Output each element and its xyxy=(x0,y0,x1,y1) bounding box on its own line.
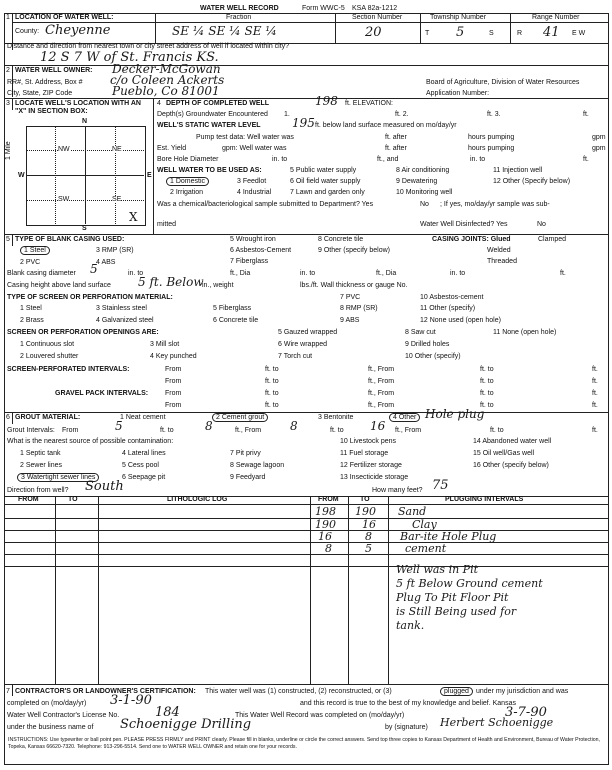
gravel-intervals-label: GRAVEL PACK INTERVALS: xyxy=(55,390,149,397)
log-from-header: FROM xyxy=(18,496,39,503)
gw-1: 1. xyxy=(284,111,290,118)
blank-dia-label: Blank casing diameter xyxy=(7,270,76,277)
plug-row-1-from[interactable]: 198 xyxy=(315,505,336,518)
casing-pvc[interactable]: 2 PVC xyxy=(20,259,41,266)
screen-from-b: From xyxy=(165,378,182,385)
sample-no[interactable]: No xyxy=(420,201,429,208)
section-4-number: 4 xyxy=(157,100,161,107)
screen-ft: ft. xyxy=(592,366,598,373)
grout-to-field[interactable]: 8 xyxy=(205,419,213,433)
casing-rmp[interactable]: 3 RMP (SR) xyxy=(96,247,134,254)
screen-none[interactable]: 12 None used (open hole) xyxy=(420,317,501,324)
quad-ne: NE xyxy=(112,146,122,153)
src-oil[interactable]: 15 Oil well/Gas well xyxy=(473,450,535,457)
src-other[interactable]: 16 Other (specify below) xyxy=(473,462,549,469)
bore-in-to2: in. to xyxy=(470,156,486,163)
yield-hours: hours pumping xyxy=(468,145,515,152)
bore-ft: ft. xyxy=(583,156,589,163)
depth-label: DEPTH OF COMPLETED WELL xyxy=(166,100,270,107)
plug-row-2-desc[interactable]: Clay xyxy=(412,518,437,531)
plugged-option[interactable]: plugged xyxy=(440,687,473,696)
grout-neat[interactable]: 1 Neat cement xyxy=(120,414,166,421)
open-wire[interactable]: 6 Wire wrapped xyxy=(278,341,328,348)
gw-3: ft. 3. xyxy=(487,111,501,118)
use-5[interactable]: 5 Public water supply xyxy=(290,167,357,174)
business-label: under the business name of xyxy=(7,724,94,731)
joints-clamped[interactable]: Clamped xyxy=(538,236,567,243)
plug-to-header: TO xyxy=(360,496,370,503)
casing-label: TYPE OF BLANK CASING USED: xyxy=(15,236,125,243)
use-2[interactable]: 2 Irrigation xyxy=(170,189,204,196)
screen-to: ft. to xyxy=(265,366,279,373)
src-cess[interactable]: 5 Cess pool xyxy=(122,462,159,469)
plug-note-5: tank. xyxy=(396,619,425,632)
location-label: LOCATION OF WATER WELL: xyxy=(15,14,114,21)
quad-se: SE xyxy=(112,196,122,203)
yield-gpm2: gpm xyxy=(592,145,606,152)
plug-row-4-desc[interactable]: cement xyxy=(405,542,447,555)
joints-welded[interactable]: Welded xyxy=(487,247,511,254)
fraction-field[interactable]: SE ¼ SE ¼ SE ¼ xyxy=(172,24,277,38)
src-insecticide[interactable]: 13 Insecticide storage xyxy=(340,474,409,481)
section-7-number: 7 xyxy=(6,688,10,695)
plug-row-1-to[interactable]: 190 xyxy=(355,505,376,518)
joints-threaded[interactable]: Threaded xyxy=(487,258,517,265)
completed-label: completed on (mo/day/yr) xyxy=(7,700,87,707)
plug-row-4-from[interactable]: 8 xyxy=(325,542,332,555)
township-field[interactable]: 5 xyxy=(456,25,465,40)
use-9[interactable]: 9 Dewatering xyxy=(396,178,438,185)
screen-rmp[interactable]: 8 RMP (SR) xyxy=(340,305,378,312)
grout-from2: ft., From xyxy=(235,427,262,434)
range-field[interactable]: 41 xyxy=(543,25,560,40)
section-number-label: Section Number xyxy=(352,14,403,21)
screen-galvanized[interactable]: 4 Galvanized steel xyxy=(96,317,154,324)
gravel-to2-b: ft. to xyxy=(480,402,494,409)
grout-to2: ft. to xyxy=(330,427,344,434)
sample-mitted: mitted xyxy=(157,221,177,228)
completed-field[interactable]: 3-1-90 xyxy=(110,693,152,708)
log-to-header: TO xyxy=(68,496,78,503)
static-level-field[interactable]: 195 xyxy=(292,116,315,130)
use-7[interactable]: 7 Lawn and garden only xyxy=(290,189,365,196)
yield-gpm: gpm: Well water was xyxy=(222,145,287,152)
plug-note-1: Well was in Pit xyxy=(396,563,479,576)
howmany-label: How many feet? xyxy=(372,487,423,494)
grout-other[interactable]: 4 Other xyxy=(389,413,420,422)
use-1-domestic[interactable]: 1 Domestic xyxy=(166,177,209,186)
grout-to2-field[interactable]: 16 xyxy=(370,419,386,433)
county-field[interactable]: Cheyenne xyxy=(45,23,111,38)
record-field[interactable]: 3-7-90 xyxy=(505,705,547,720)
open-gauzed[interactable]: 5 Gauzed wrapped xyxy=(278,329,338,336)
src-fertilizer[interactable]: 12 Fertilizer storage xyxy=(340,462,402,469)
blank-ft-dia2: ft., Dia xyxy=(376,270,397,277)
record-label: This Water Well Record was completed on (mo/day/yr) xyxy=(235,712,405,719)
grout-from3: ft., From xyxy=(395,427,422,434)
src-privy[interactable]: 7 Pit privy xyxy=(230,450,261,457)
screen-steel[interactable]: 1 Steel xyxy=(20,305,42,312)
bore-in-to: in. to xyxy=(272,156,288,163)
plug-note-4: is Still Being used for xyxy=(396,605,517,618)
src-seepage[interactable]: 6 Seepage pit xyxy=(122,474,166,481)
disinfected-no[interactable]: No xyxy=(537,221,546,228)
quad-nw: NW xyxy=(58,146,70,153)
gravel-to2: ft. to xyxy=(480,390,494,397)
open-mill[interactable]: 3 Mill slot xyxy=(150,341,180,348)
section-6-number: 6 xyxy=(6,414,10,421)
section-5-number: 5 xyxy=(6,236,10,243)
screen-other[interactable]: 11 Other (specify) xyxy=(420,305,476,312)
height-in: in., weight xyxy=(202,282,234,289)
use-4[interactable]: 4 Industrial xyxy=(237,189,272,196)
gravel-from2: ft., From xyxy=(368,390,395,397)
open-saw[interactable]: 8 Saw cut xyxy=(405,329,436,336)
open-torch[interactable]: 7 Torch cut xyxy=(278,353,313,360)
county-label: County: xyxy=(15,28,40,35)
section-3-number: 3 xyxy=(6,100,10,107)
grout-intervals-label: Grout Intervals: xyxy=(7,427,55,434)
owner-field[interactable]: Decker-McGowan xyxy=(112,62,221,76)
src-feedyard[interactable]: 9 Feedyard xyxy=(230,474,266,481)
screen-from: From xyxy=(165,366,182,373)
sample-question: Was a chemical/bacteriological sample submitted to Department? Yes xyxy=(157,201,374,208)
blank-in-to2: in. to xyxy=(300,270,316,277)
screen-asbestos[interactable]: 10 Asbestos-cement xyxy=(420,294,484,301)
grout-to3: ft. to xyxy=(490,427,504,434)
src-fuel[interactable]: 11 Fuel storage xyxy=(340,450,389,457)
screen-label: TYPE OF SCREEN OR PERFORATION MATERIAL: xyxy=(7,294,173,301)
address-field[interactable]: c/o Coleen Ackerts xyxy=(110,73,225,87)
blank-ft-dia: ft., Dia xyxy=(230,270,251,277)
open-key[interactable]: 4 Key punched xyxy=(150,353,197,360)
screen-stainless[interactable]: 3 Stainless steel xyxy=(96,305,147,312)
form-title: WATER WELL RECORD xyxy=(200,5,279,12)
elevation-label: ft. ELEVATION: xyxy=(345,100,393,107)
certification-label: CONTRACTOR'S OR LANDOWNER'S CERTIFICATION: xyxy=(15,688,196,695)
grout-to: ft. to xyxy=(160,427,174,434)
screen-brass[interactable]: 2 Brass xyxy=(20,317,44,324)
signature-label: by (signature) xyxy=(385,724,428,731)
instructions-text: INSTRUCTIONS: Use typewriter or ball point pen. PLEASE PRESS FIRMLY and PRINT clearly. Please fill in blanks, underline or circle the correct answers. Send top three copies to Kansas Department of Health and Environment, Bureau of Water Protection, Topeka, Kansas 66620-7320. Telephone: 913-296-5514. Send one to WATER WELL OWNER and retain one for your records. xyxy=(8,737,600,750)
gravel-ft: ft. xyxy=(592,390,598,397)
grout-from-field[interactable]: 5 xyxy=(115,419,123,433)
statute-ref: KSA 82a-1212 xyxy=(352,5,398,12)
disinfected-label: Water Well Disinfected? Yes xyxy=(420,221,508,228)
sample-rest: ; If yes, mo/day/yr sample was sub- xyxy=(440,201,550,208)
screen-fiberglass[interactable]: 5 Fiberglass xyxy=(213,305,252,312)
open-none[interactable]: 11 None (open hole) xyxy=(493,329,557,336)
open-drilled[interactable]: 9 Drilled holes xyxy=(405,341,450,348)
grout-label: GROUT MATERIAL: xyxy=(15,414,81,421)
direction-field[interactable]: South xyxy=(85,479,124,494)
src-lagoon[interactable]: 8 Sewage lagoon xyxy=(230,462,285,469)
quad-sw: SW xyxy=(58,196,70,203)
casing-steel[interactable]: 1 Steel xyxy=(20,246,50,255)
open-other[interactable]: 10 Other (specify) xyxy=(405,353,461,360)
height-field[interactable]: 5 ft. Below xyxy=(138,275,204,289)
owner-label: WATER WELL OWNER: xyxy=(15,67,93,74)
casing-abs[interactable]: 4 ABS xyxy=(96,259,116,266)
howmany-field[interactable]: 75 xyxy=(432,478,449,493)
casing-concrete[interactable]: 8 Concrete tile xyxy=(318,236,364,243)
section-number-field[interactable]: 20 xyxy=(365,25,382,40)
use-12[interactable]: 12 Other (Specify below) xyxy=(493,178,571,185)
grout-from2-field[interactable]: 8 xyxy=(290,419,298,433)
open-louvered[interactable]: 2 Louvered shutter xyxy=(20,353,79,360)
range-r: R xyxy=(517,30,523,37)
height-rest: lbs./ft. Wall thickness or gauge No. xyxy=(300,282,408,289)
contamination-label: What is the nearest source of possible contamination: xyxy=(7,438,174,445)
township-t: T xyxy=(425,30,430,37)
screen-from2: ft., From xyxy=(368,366,395,373)
use-11[interactable]: 11 Injection well xyxy=(493,167,543,174)
casing-fiberglass[interactable]: 7 Fiberglass xyxy=(230,258,269,265)
gravel-to-b: ft. to xyxy=(265,402,279,409)
compass-s: S xyxy=(82,225,87,232)
direction-label: Direction from well? xyxy=(7,487,69,494)
city-field[interactable]: Pueblo, Co 81001 xyxy=(112,84,220,98)
plug-row-3-to[interactable]: 8 xyxy=(365,530,372,543)
locate-label: LOCATE WELL'S LOCATION WITH AN "X" IN SECTION BOX: xyxy=(15,100,141,115)
license-field[interactable]: 184 xyxy=(155,705,180,720)
gravel-ft-b: ft. xyxy=(592,402,598,409)
gravel-to: ft. to xyxy=(265,390,279,397)
bore-and: ft., and xyxy=(377,156,399,163)
yield-label: Est. Yield xyxy=(157,145,187,152)
location-mark: X xyxy=(129,210,138,224)
static-level-label: WELL'S STATIC WATER LEVEL xyxy=(157,122,261,129)
pump-test-label: Pump test data: Well water was xyxy=(196,134,294,141)
src-septic[interactable]: 1 Septic tank xyxy=(20,450,61,457)
board-label: Board of Agriculture, Division of Water Resources xyxy=(426,79,580,86)
license-label: Water Well Contractor's License No. xyxy=(7,712,120,719)
plug-note-3: Plug To Pit Floor Pit xyxy=(396,591,509,604)
yield-after: ft. after xyxy=(385,145,407,152)
township-label: Township Number xyxy=(430,14,487,21)
plug-intervals-header: PLUGGING INTERVALS xyxy=(445,496,524,503)
range-ew: E W xyxy=(572,30,586,37)
use-10[interactable]: 10 Monitoring well xyxy=(396,189,453,196)
range-label: Range Number xyxy=(532,14,580,21)
groundwater-label: Depth(s) Groundwater Encountered xyxy=(157,111,268,118)
casing-wrought[interactable]: 5 Wrought iron xyxy=(230,236,276,243)
joints-label: CASING JOINTS: Glued xyxy=(432,236,511,243)
src-lateral[interactable]: 4 Lateral lines xyxy=(122,450,166,457)
src-sewer[interactable]: 2 Sewer lines xyxy=(20,462,63,469)
log-lithologic-header: LITHOLOGIC LOG xyxy=(167,496,228,503)
grout-other-field[interactable]: Hole plug xyxy=(425,407,485,421)
src-abandoned[interactable]: 14 Abandoned water well xyxy=(473,438,552,445)
form-number: Form WWC-5 xyxy=(302,5,345,12)
grout-bentonite[interactable]: 3 Bentonite xyxy=(318,414,354,421)
plug-row-3-from[interactable]: 16 xyxy=(318,530,332,543)
depth-field[interactable]: 198 xyxy=(315,94,338,108)
completed-rest: and this record is true to the best of my knowledge and belief. Kansas xyxy=(300,700,516,707)
certification-text: This water well was (1) constructed, (2) reconstructed, or (3) xyxy=(205,688,392,695)
open-continuous[interactable]: 1 Continuous slot xyxy=(20,341,75,348)
casing-other[interactable]: 9 Other (specify below) xyxy=(318,247,390,254)
address-label: RR#, St. Address, Box # xyxy=(7,79,83,86)
blank-in-to3: in. to xyxy=(450,270,466,277)
distance-label: Distance and direction from nearest town or city street address of well if located within city? xyxy=(7,43,290,50)
signature-field[interactable]: Herbert Schoenigge xyxy=(440,716,554,729)
plug-from-header: FROM xyxy=(318,496,339,503)
pump-gpm: gpm xyxy=(592,134,606,141)
business-field[interactable]: Schoenigge Drilling xyxy=(120,717,252,732)
use-3[interactable]: 3 Feedlot xyxy=(237,178,267,185)
gw-2: ft. 2. xyxy=(395,111,409,118)
screen-to-b: ft. to xyxy=(265,378,279,385)
plug-row-2-to[interactable]: 16 xyxy=(362,518,376,531)
plug-row-4-to[interactable]: 5 xyxy=(365,542,372,555)
section-2-number: 2 xyxy=(6,67,10,74)
screen-pvc[interactable]: 7 PVC xyxy=(340,294,361,301)
screen-intervals-label: SCREEN-PERFORATED INTERVALS: xyxy=(7,366,130,373)
plug-row-3-desc[interactable]: Bar-ite Hole Plug xyxy=(400,530,497,543)
use-label: WELL WATER TO BE USED AS: xyxy=(157,167,262,174)
plug-row-1-desc[interactable]: Sand xyxy=(398,505,427,518)
compass-w: W xyxy=(18,172,25,179)
pump-hours: hours pumping xyxy=(468,134,515,141)
openings-label: SCREEN OR PERFORATION OPENINGS ARE: xyxy=(7,329,159,336)
gravel-from2-b: ft., From xyxy=(368,402,395,409)
compass-e: E xyxy=(147,172,152,179)
plug-note-2: 5 ft Below Ground cement xyxy=(396,577,543,590)
src-livestock[interactable]: 10 Livestock pens xyxy=(340,438,397,445)
fraction-label: Fraction xyxy=(226,14,252,21)
casing-asbestos[interactable]: 6 Asbestos-Cement xyxy=(230,247,292,254)
mile-label: 1 Mile xyxy=(5,141,12,160)
screen-concrete[interactable]: 6 Concrete tile xyxy=(213,317,259,324)
plug-row-2-from[interactable]: 190 xyxy=(315,518,336,531)
screen-from2-b: ft., From xyxy=(368,378,395,385)
certification-text-2: under my jurisdiction and was xyxy=(476,688,569,695)
blank-in-to: in. to xyxy=(128,270,144,277)
distance-field[interactable]: 12 S 7 W of St. Francis KS. xyxy=(40,50,219,65)
static-level-rest: ft. below land surface measured on mo/day/yr xyxy=(315,122,457,129)
gravel-from-b: From xyxy=(165,402,182,409)
use-8[interactable]: 8 Air conditioning xyxy=(396,167,450,174)
compass-n: N xyxy=(82,118,88,125)
height-label: Casing height above land surface xyxy=(7,282,111,289)
screen-ft-b: ft. xyxy=(592,378,598,385)
pump-after: ft. after xyxy=(385,134,407,141)
src-watertight[interactable]: 3 Watertight sewer lines xyxy=(17,473,99,482)
grout-cement[interactable]: 2 Cement grout xyxy=(212,413,268,422)
section-1-number: 1 xyxy=(6,14,10,21)
screen-abs[interactable]: 9 ABS xyxy=(340,317,360,324)
city-label: City, State, ZIP Code xyxy=(7,90,73,97)
blank-ft: ft. xyxy=(560,270,566,277)
bore-label: Bore Hole Diameter xyxy=(157,156,219,163)
township-s: S xyxy=(489,30,494,37)
screen-to2-b: ft. to xyxy=(480,378,494,385)
grout-from: From xyxy=(62,427,79,434)
screen-to2: ft. to xyxy=(480,366,494,373)
grout-ft: ft. xyxy=(592,427,598,434)
use-6[interactable]: 6 Oil field water supply xyxy=(290,178,361,185)
application-label: Application Number: xyxy=(426,90,490,97)
gravel-from: From xyxy=(165,390,182,397)
gw-ft: ft. xyxy=(583,111,589,118)
blank-dia-field[interactable]: 5 xyxy=(90,262,98,276)
